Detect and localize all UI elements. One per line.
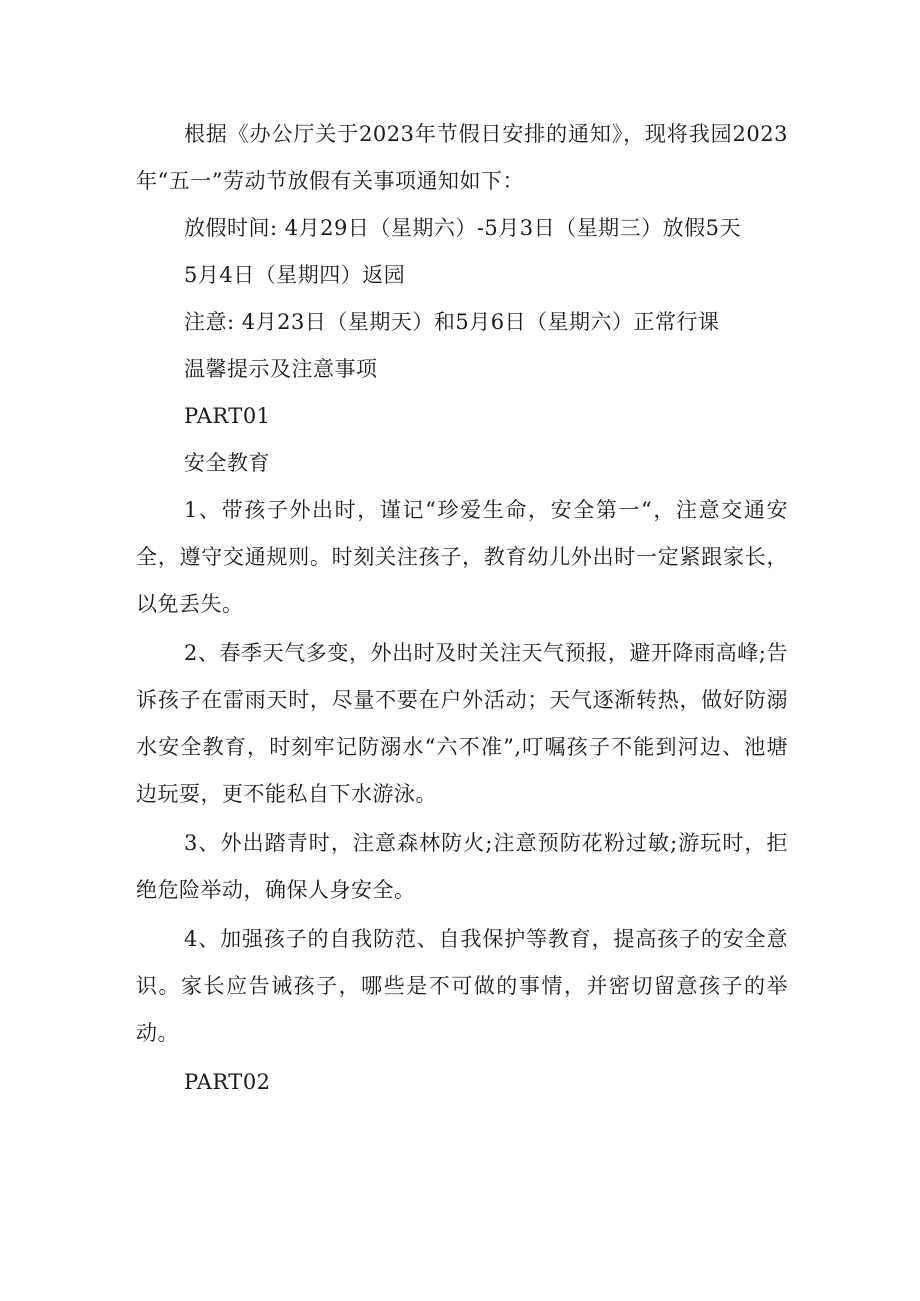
intro-paragraph: 根据《办公厅关于2023年节假日安排的通知》，现将我园2023年“五一”劳动节放假有关事项通知如下： bbox=[136, 122, 788, 193]
safety-item-1: 1、带孩子外出时，谨记“珍爱生命，安全第一“，注意交通安全，遵守交通规则。时刻关注孩子，教育幼儿外出时一定紧跟家长，以免丢失。 bbox=[136, 498, 788, 616]
document-body bbox=[136, 111, 788, 1106]
safety-education-heading: 安全教育 bbox=[184, 451, 270, 475]
part01-label: PART01 bbox=[184, 404, 271, 428]
safety-item-4: 4、加强孩子的自我防范、自我保护等教育，提高孩子的安全意识。家长应告诫孩子，哪些是不可做的事情，并密切留意孩子的举动。 bbox=[136, 927, 788, 1045]
makeup-class-note: 注意: 4月23日（星期天）和5月6日（星期六）正常行课 bbox=[184, 310, 720, 334]
tips-heading: 温馨提示及注意事项 bbox=[184, 357, 378, 381]
holiday-period-line: 放假时间: 4月29日（星期六）-5月3日（星期三）放假5天 bbox=[184, 216, 742, 240]
part02-label: PART02 bbox=[184, 1070, 271, 1094]
safety-item-2: 2、春季天气多变，外出时及时关注天气预报，避开降雨高峰;告诉孩子在雷雨天时，尽量不要在户外活动；天气逐渐转热，做好防溺水安全教育，时刻牢记防溺水“六不准”,叮嘱孩子不能到河边、池塘边玩耍，更不能私自下水游泳。 bbox=[136, 641, 788, 806]
safety-item-3: 3、外出踏青时，注意森林防火;注意预防花粉过敏;游玩时，拒绝危险举动，确保人身安全。 bbox=[136, 831, 788, 902]
return-date-line: 5月4日（星期四）返园 bbox=[184, 263, 406, 287]
